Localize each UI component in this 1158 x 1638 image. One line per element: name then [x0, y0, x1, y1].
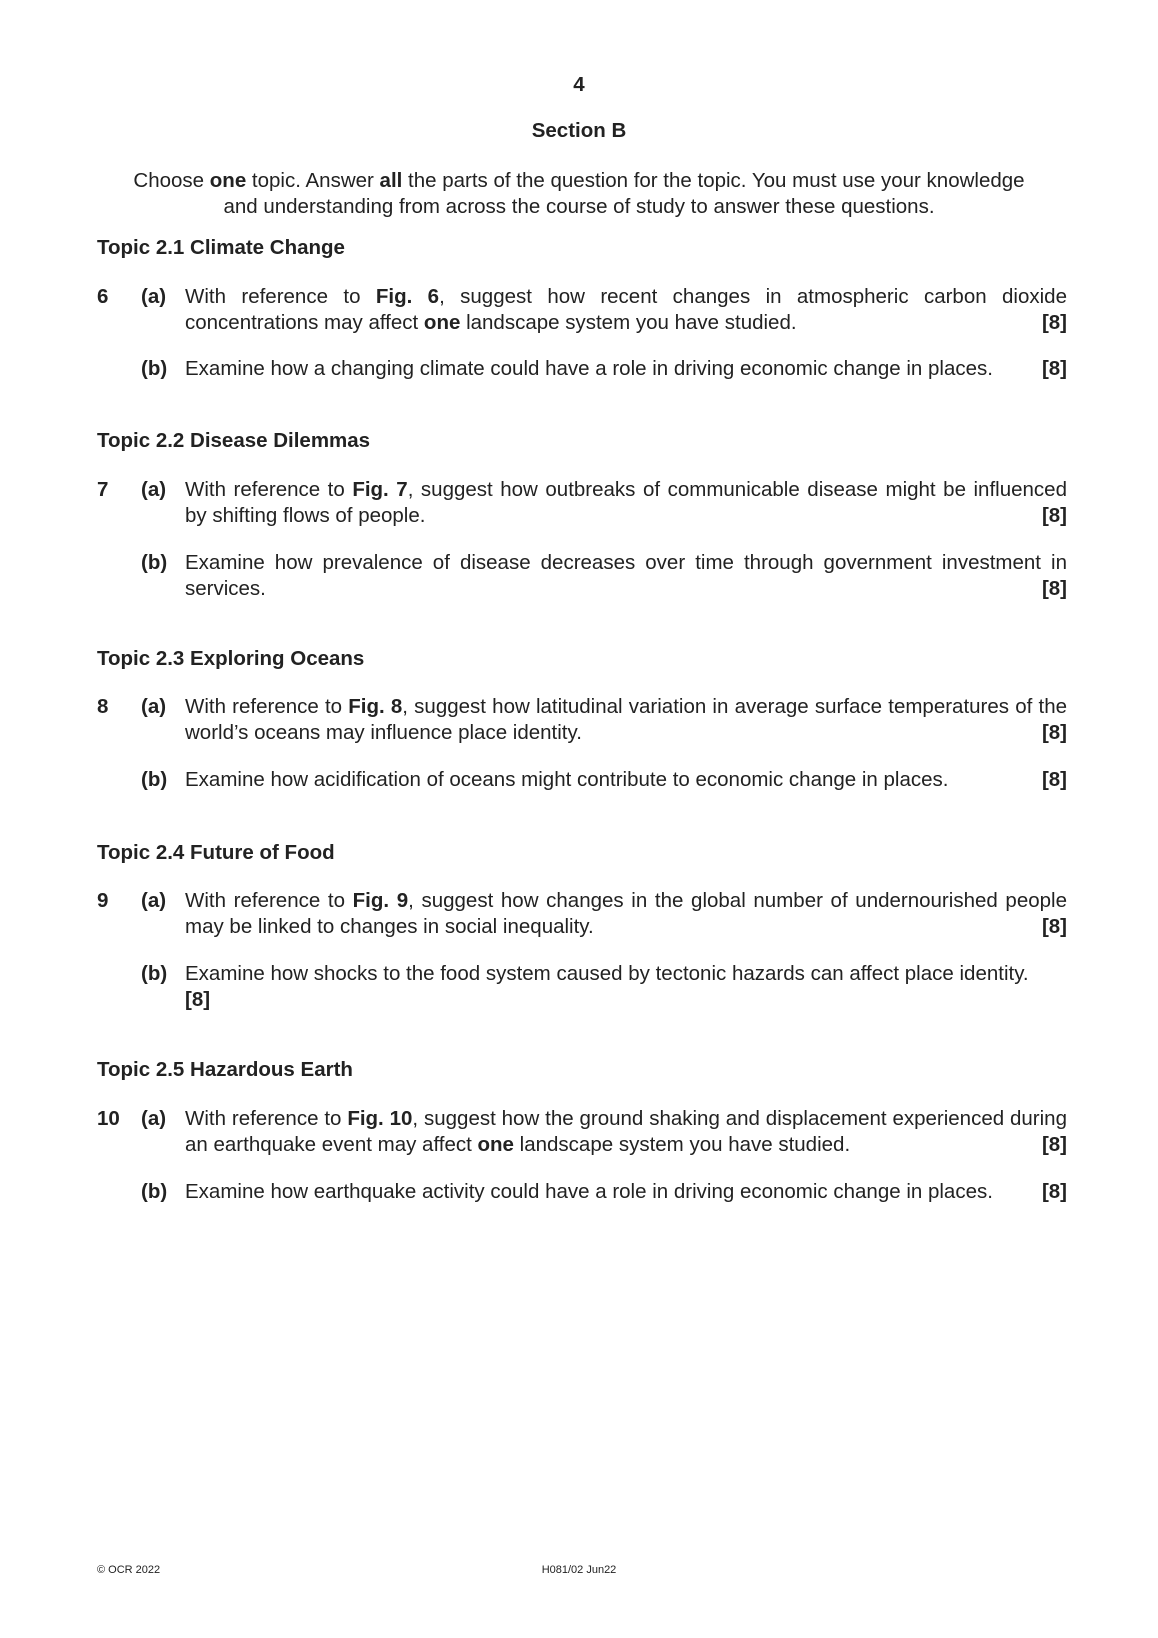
marks: [8] [1041, 915, 1067, 938]
instructions-line-2: and understanding from across the course of study to answer these questions. [223, 195, 935, 218]
question-part [97, 284, 1067, 336]
part-label: (b) [141, 962, 168, 985]
question-number: 6 [97, 285, 109, 308]
question-number: 10 [97, 1107, 120, 1130]
question-part [97, 767, 1067, 793]
question-number: 8 [97, 695, 109, 718]
question-part [97, 694, 1067, 746]
marks: [8] [1041, 357, 1067, 380]
question-text: With reference to Fig. 8, suggest how latitudinal variation in average surface temperatures of the world’s oceans may influence place identity. [8] [185, 695, 1067, 744]
question-part [97, 961, 1067, 1013]
marks: [8] [1041, 768, 1067, 791]
question-part [97, 888, 1067, 940]
part-label: (a) [141, 695, 167, 718]
marks: [8] [1041, 1180, 1067, 1203]
question-text: [8] Examine how a changing climate could have a role in driving economic change in places. [185, 357, 1067, 380]
question-text: With reference to Fig. 6, suggest how recent changes in atmospheric carbon dioxide concentrations may affect one landscape system you have studied. [8] [185, 285, 1067, 334]
topic-heading: Topic 2.5 Hazardous Earth [97, 1058, 353, 1081]
topic-heading: Topic 2.1 Climate Change [97, 236, 345, 259]
part-label: (a) [141, 478, 167, 501]
instructions [100, 168, 1058, 220]
topic-heading: Topic 2.3 Exploring Oceans [97, 647, 365, 670]
question-text: With reference to Fig. 9, suggest how changes in the global number of undernourished people may be linked to changes in social inequality. [8] [185, 889, 1067, 938]
marks: [8] [1041, 311, 1067, 334]
question-text: [8] Examine how earthquake activity could have a role in driving economic change in places. [185, 1180, 1067, 1203]
marks: [8] [1041, 1133, 1067, 1156]
part-label: (a) [141, 1107, 167, 1130]
question-part [97, 1106, 1067, 1158]
marks: [8] [1041, 577, 1067, 600]
marks: [8] [185, 988, 211, 1011]
part-label: (b) [141, 551, 168, 574]
part-label: (b) [141, 768, 168, 791]
question-part [97, 550, 1067, 602]
question-part [97, 1179, 1067, 1205]
topic-heading: Topic 2.4 Future of Food [97, 841, 335, 864]
question-text: Examine how shocks to the food system caused by tectonic hazards can affect place identity. [8] [185, 962, 1029, 1011]
part-label: (b) [141, 357, 168, 380]
part-label: (a) [141, 285, 167, 308]
instructions-line-1: Choose one topic. Answer all the parts of the question for the topic. You must use your knowledge [133, 169, 1025, 192]
question-text: [8] Examine how acidification of oceans might contribute to economic change in places. [185, 768, 1067, 791]
marks: [8] [1041, 721, 1067, 744]
paper-code: H081/02 Jun22 [541, 1564, 617, 1576]
part-label: (b) [141, 1180, 168, 1203]
question-part [97, 477, 1067, 529]
question-text: Examine how prevalence of disease decreases over time through government investment in services. [8] [185, 551, 1067, 600]
question-text: With reference to Fig. 7, suggest how outbreaks of communicable disease might be influenced by shifting flows of people. [8] [185, 478, 1067, 527]
question-text: With reference to Fig. 10, suggest how the ground shaking and displacement experienced during an earthquake event may affect one landscape system you have studied. [8] [185, 1107, 1067, 1156]
page-number: 4 [573, 73, 585, 96]
question-number: 9 [97, 889, 109, 912]
question-part [97, 356, 1067, 382]
question-number: 7 [97, 478, 109, 501]
section-title: Section B [531, 119, 627, 142]
topic-heading: Topic 2.2 Disease Dilemmas [97, 429, 371, 452]
copyright: © OCR 2022 [97, 1564, 161, 1576]
part-label: (a) [141, 889, 167, 912]
marks: [8] [1041, 504, 1067, 527]
